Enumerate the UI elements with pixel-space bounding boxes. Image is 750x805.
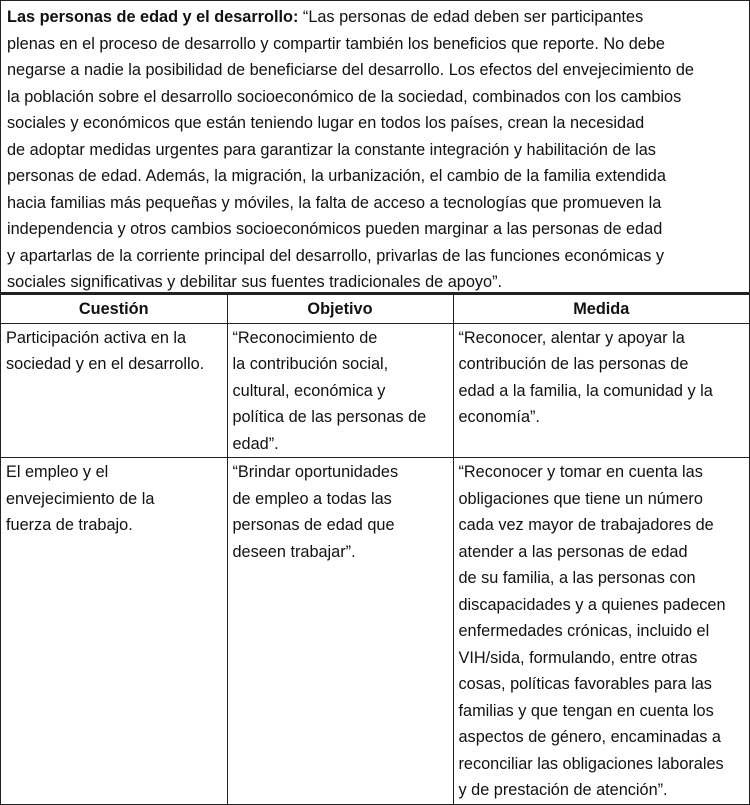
text-line: negarse a nadie la posibilidad de beneficiarse del desarrollo. Los efectos del envejecimiento de	[7, 61, 694, 79]
text-line: “Reconocer y tomar en cuenta las	[458, 463, 703, 481]
cell-medida	[453, 323, 749, 458]
text-line: personas de edad que	[232, 516, 395, 534]
text-line: deseen trabajar”.	[232, 542, 356, 561]
intro-first-line	[7, 4, 743, 31]
text-line: sociedad y en el desarrollo.	[6, 355, 205, 373]
header-objetivo: Objetivo	[227, 295, 453, 324]
text-line: El empleo y el	[6, 463, 109, 481]
cell-medida	[453, 458, 749, 805]
text-line: economía”.	[458, 408, 540, 426]
intro-paragraph	[1, 1, 749, 294]
text-line: cultural, económica y	[232, 381, 386, 400]
text-line: fuerza de trabajo.	[6, 516, 133, 534]
intro-heading: Las personas de edad y el desarrollo:	[7, 8, 299, 26]
text-line: obligaciones que tiene un número	[458, 489, 703, 508]
text-line: política de las personas de	[232, 408, 427, 426]
text-line: reconciliar las obligaciones laborales	[458, 754, 724, 773]
text-line: “Brindar oportunidades	[232, 463, 399, 481]
table-header-row	[1, 295, 749, 324]
text-line: Participación activa en la	[6, 328, 187, 347]
text-line: edad”.	[232, 434, 279, 453]
text-line: atender a las personas de edad	[458, 542, 688, 561]
measures-table	[1, 294, 749, 805]
text-line: aspectos de género, encaminadas a	[458, 728, 721, 746]
cell-cuestion	[1, 323, 227, 458]
cell-objetivo	[227, 458, 453, 805]
cell-objetivo	[227, 323, 453, 458]
text-line: VIH/sida, formulando, entre otras	[458, 648, 698, 667]
intro-body	[7, 31, 743, 296]
text-line: de adoptar medidas urgentes para garantizar la constante integración y habilitación de las	[7, 140, 656, 159]
text-line: la contribución social,	[232, 355, 389, 373]
table-row	[1, 323, 749, 458]
table-row	[1, 458, 749, 805]
text-line: cosas, políticas favorables para las	[458, 675, 712, 693]
text-line: de empleo a todas las	[232, 489, 392, 508]
text-line: y de prestación de atención”.	[458, 781, 668, 799]
text-line: personas de edad. Además, la migración, la urbanización, el cambio de la familia extendida	[7, 167, 666, 185]
text-line: enfermedades crónicas, incluido el	[458, 622, 710, 640]
text-line: edad a la familia, la comunidad y la	[458, 381, 713, 400]
text-line: la población sobre el desarrollo socioeconómico de la sociedad, combinados con los cambios	[7, 87, 682, 106]
text-line: cada vez mayor de trabajadores de	[458, 516, 714, 534]
text-line: “Reconocimiento de	[232, 328, 378, 347]
header-cuestion: Cuestión	[1, 295, 227, 324]
text-line: envejecimiento de la	[6, 489, 155, 508]
text-line: plenas en el proceso de desarrollo y compartir también los beneficios que reporte. No debe	[7, 34, 665, 53]
text-line: “Reconocer, alentar y apoyar la	[458, 328, 685, 347]
text-line: sociales significativas y debilitar sus fuentes tradicionales de apoyo”.	[7, 273, 503, 291]
text-line: contribución de las personas de	[458, 355, 689, 373]
text-line: independencia y otros cambios socioeconómicos pueden marginar a las personas de edad	[7, 220, 663, 238]
intro-quote-start: “Las personas de edad deben ser participantes	[298, 8, 644, 26]
text-line: hacia familias más pequeñas y móviles, la falta de acceso a tecnologías que promueven la	[7, 193, 662, 212]
text-line: sociales y económicos que están teniendo lugar en todos los países, crean la necesidad	[7, 114, 645, 132]
text-line: discapacidades y a quienes padecen	[458, 595, 726, 614]
text-line: familias y que tengan en cuenta los	[458, 701, 714, 720]
cell-cuestion	[1, 458, 227, 805]
header-medida: Medida	[453, 295, 749, 324]
text-line: de su familia, a las personas con	[458, 569, 696, 587]
text-line: y apartarlas de la corriente principal del desarrollo, privarlas de las funciones económicas y	[7, 246, 665, 265]
